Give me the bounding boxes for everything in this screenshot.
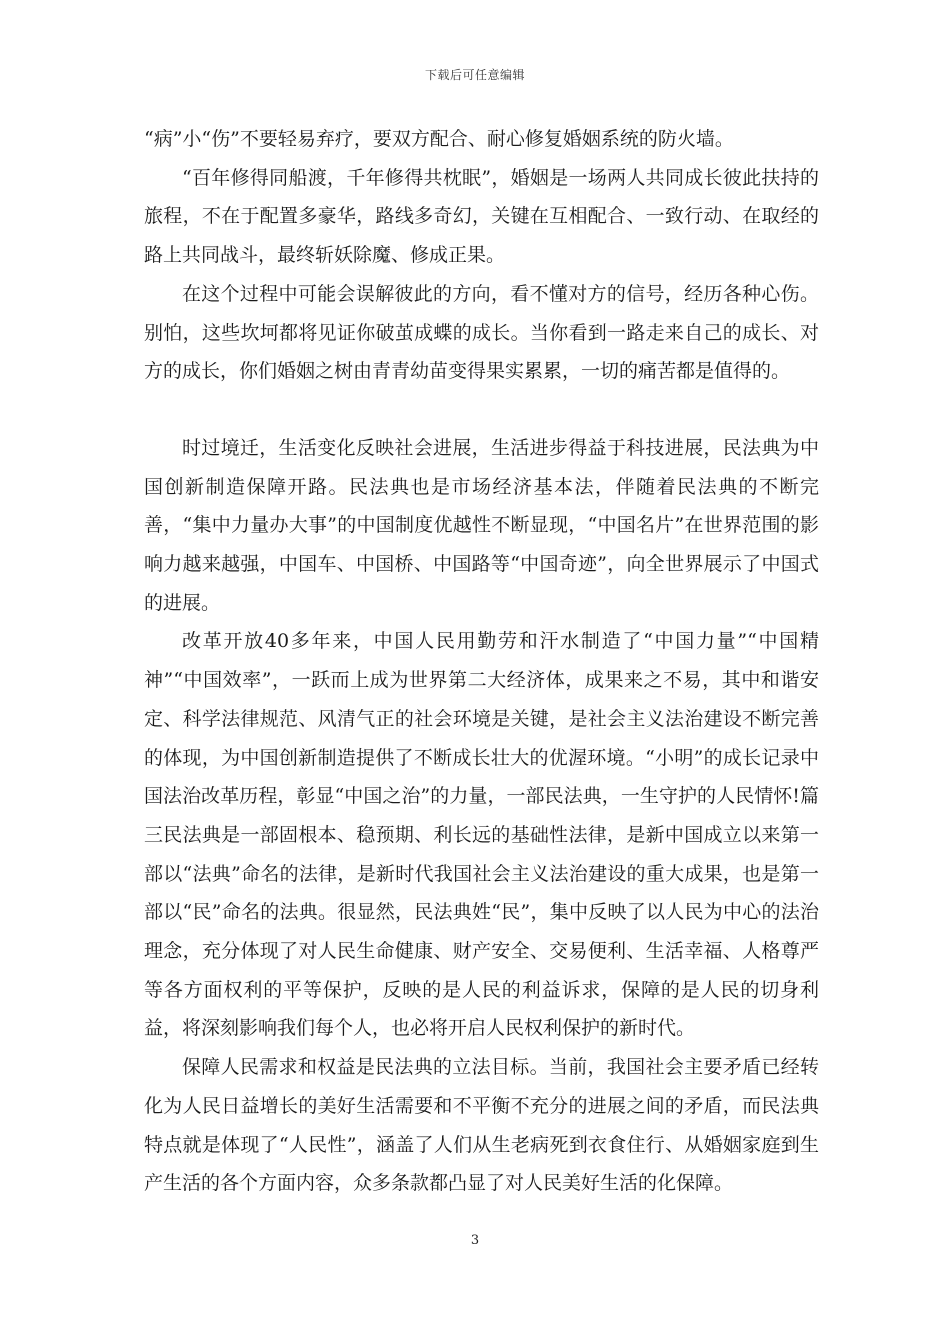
paragraph: 时过境迁，生活变化反映社会进展，生活进步得益于科技进展，民法典为中国创新制造保障开路。民法典也是市场经济基本法，伴随着民法典的不断完善，“集中力量办大事”的中国制度优越性不断显现，“中国名片”在世界范围的影响力越来越强，中国车、中国桥、中国路等“中国奇迹”，向全世界展示了中国式的进展。 <box>144 436 819 614</box>
paragraph: 在这个过程中可能会误解彼此的方向，看不懂对方的信号，经历各种心伤。别怕，这些坎坷都将见证你破茧成蝶的成长。当你看到一路走来自己的成长、对方的成长，你们婚姻之树由青青幼苗变得果实累累，一切的痛苦都是值得的。 <box>144 282 819 383</box>
paragraph: “病”小“伤”不要轻易弃疗，要双方配合、耐心修复婚姻系统的防火墙。 <box>144 128 734 150</box>
paragraph: “百年修得同船渡，千年修得共枕眠”，婚姻是一场两人共同成长彼此扶持的旅程，不在于配置多豪华，路线多奇幻，关键在互相配合、一致行动、在取经的路上共同战斗，最终斩妖除魔、修成正果。 <box>144 166 819 267</box>
page-header-note: 下载后可任意编辑 <box>424 68 525 82</box>
paragraph: 保障人民需求和权益是民法典的立法目标。当前，我国社会主要矛盾已经转化为人民日益增长的美好生活需要和不平衡不充分的进展之间的矛盾，而民法典特点就是体现了“人民性”，涵盖了人们从生老病死到衣食住行、从婚姻家庭到生产生活的各个方面内容，众多条款都凸显了对人民美好生活的化保障。 <box>144 1056 819 1195</box>
page-number: 3 <box>470 1233 480 1248</box>
paragraph: 改革开放40多年来，中国人民用勤劳和汗水制造了“中国力量”“中国精神”“中国效率”，一跃而上成为世界第二大经济体，成果来之不易，其中和谐安定、科学法律规范、风清气正的社会环境是关键，是社会主义法治建设不断完善的体现，为中国创新制造提供了不断成长壮大的优渥环境。“小明”的成长记录中国法治改革历程，彰显“中国之治”的力量，一部民法典，一生守护的人民情怀!篇三民法典是一部固根本、稳预期、利长远的基础性法律，是新中国成立以来第一部以“法典”命名的法律，是新时代我国社会主义法治建设的重大成果，也是第一部以“民”命名的法典。很显然，民法典姓“民”，集中反映了以人民为中心的法治理念，充分体现了对人民生命健康、财产安全、交易便利、生活幸福、人格尊严等各方面权利的平等保护，反映的是人民的利益诉求，保障的是人民的切身利益，将深刻影响我们每个人，也必将开启人民权利保护的新时代。 <box>144 630 819 1040</box>
document-body <box>144 120 819 1203</box>
